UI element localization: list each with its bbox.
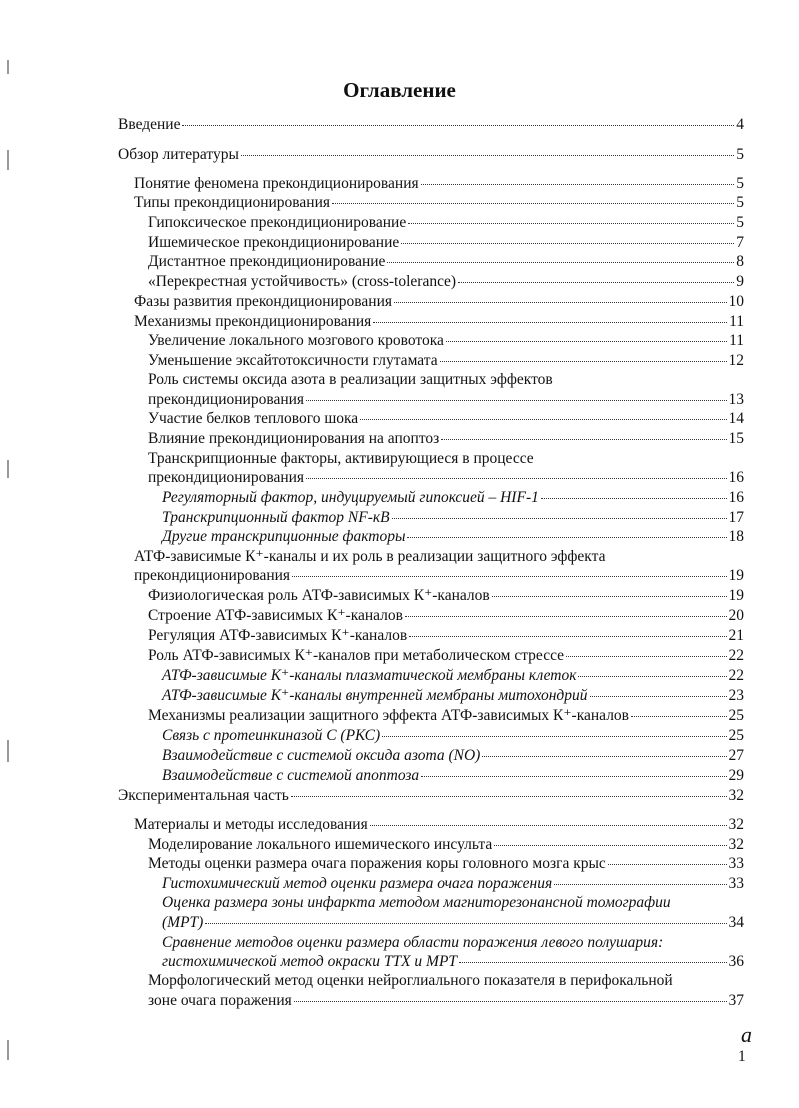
toc-entry-text-line1: Транскрипционные факторы, активирующиеся в процессе bbox=[148, 450, 534, 467]
scan-mark bbox=[7, 60, 9, 74]
toc-entry-page: 16 bbox=[728, 469, 744, 486]
leader-dots bbox=[608, 864, 727, 865]
toc-entry-page: 18 bbox=[728, 528, 744, 545]
toc-entry bbox=[118, 116, 744, 134]
leader-dots bbox=[631, 716, 727, 717]
toc-entry-text: прекондиционирования bbox=[148, 469, 305, 486]
toc-entry-page: 23 bbox=[728, 687, 744, 704]
leader-dots bbox=[408, 223, 734, 224]
toc-entry bbox=[148, 234, 744, 252]
toc-entry-page: 5 bbox=[736, 175, 744, 192]
leader-dots bbox=[578, 676, 726, 677]
toc-entry-text: Материалы и методы исследования bbox=[134, 816, 368, 833]
toc-entry-page: 13 bbox=[728, 391, 744, 408]
toc-entry-text: прекондиционирования bbox=[134, 567, 291, 584]
leader-dots bbox=[294, 1001, 727, 1002]
toc-entry-page: 25 bbox=[728, 707, 744, 724]
toc-entry-text: Понятие феномена прекондиционирования bbox=[134, 175, 419, 192]
toc-entry-text: Регуляторный фактор, индуцируемый гипоксией – HIF-1 bbox=[162, 489, 539, 506]
leader-dots bbox=[373, 322, 727, 323]
toc-entry-page: 34 bbox=[728, 914, 744, 931]
toc-entry bbox=[148, 214, 744, 232]
leader-dots bbox=[482, 756, 726, 757]
toc-entry-page: 12 bbox=[728, 352, 744, 369]
toc-entry bbox=[148, 410, 744, 428]
toc-entry-text-line1: Роль системы оксида азота в реализации защитных эффектов bbox=[148, 371, 553, 388]
toc-entry-page: 19 bbox=[728, 587, 744, 604]
toc-entry-text: «Перекрестная устойчивость» (cross-tolerance) bbox=[148, 273, 456, 290]
toc-entry bbox=[162, 953, 744, 971]
toc-entry-text: Типы прекондиционирования bbox=[134, 194, 330, 211]
leader-dots bbox=[554, 884, 726, 885]
toc-entry bbox=[162, 687, 744, 705]
toc-entry-text: Участие белков теплового шока bbox=[148, 410, 359, 427]
toc-entry-page: 32 bbox=[728, 787, 744, 804]
toc-entry bbox=[118, 146, 744, 164]
toc-entry-page: 5 bbox=[736, 214, 744, 231]
toc-entry bbox=[134, 194, 744, 212]
toc-entry bbox=[162, 767, 744, 785]
toc-entry-text: гистохимической метод окраски ТТХ и МРТ bbox=[162, 953, 458, 970]
toc-entry-page: 10 bbox=[728, 293, 744, 310]
toc-entry-text: Обзор литературы bbox=[118, 146, 239, 163]
toc-entry-page: 14 bbox=[728, 410, 744, 427]
toc-entry bbox=[148, 587, 744, 605]
leader-dots bbox=[541, 498, 727, 499]
toc-entry-text: Моделирование локального ишемического инсульта bbox=[148, 836, 493, 853]
toc-entry-page: 17 bbox=[728, 509, 744, 526]
leader-dots bbox=[441, 439, 726, 440]
toc-entry-text: Роль АТФ-зависимых К⁺-каналов при метаболическом стрессе bbox=[148, 647, 565, 664]
leader-dots bbox=[394, 302, 726, 303]
toc-entry bbox=[162, 489, 744, 507]
toc-entry bbox=[162, 727, 744, 745]
toc-entry-text: Взаимодействие с системой оксида азота (NO) bbox=[162, 747, 481, 764]
toc-entry-text: Связь с протеинкиназой С (РКС) bbox=[162, 727, 381, 744]
toc-entry-text: АТФ-зависимые К⁺-каналы плазматической мембраны клеток bbox=[162, 667, 577, 684]
toc-entry bbox=[148, 836, 744, 854]
toc-entry bbox=[148, 273, 744, 291]
toc-entry-page: 33 bbox=[728, 855, 744, 872]
leader-dots bbox=[494, 845, 726, 846]
toc-entry bbox=[134, 816, 744, 834]
toc-entry-text: Регуляция АТФ-зависимых К⁺-каналов bbox=[148, 627, 408, 644]
toc-entry-page: 33 bbox=[728, 875, 744, 892]
leader-dots bbox=[332, 203, 734, 204]
toc-entry-text: Гипоксическое прекондиционирование bbox=[148, 214, 407, 231]
toc-entry bbox=[134, 293, 744, 311]
leader-dots bbox=[421, 776, 726, 777]
scan-mark bbox=[7, 150, 9, 170]
toc-entry bbox=[148, 627, 744, 645]
leader-dots bbox=[360, 419, 726, 420]
leader-dots bbox=[205, 923, 726, 924]
toc-entry bbox=[134, 567, 744, 585]
toc-entry-text: прекондиционирования bbox=[148, 391, 305, 408]
toc-entry-text: Механизмы реализации защитного эффекта АТФ-зависимых К⁺-каналов bbox=[148, 707, 629, 724]
toc-entry-text: Уменьшение эксайтотоксичности глутамата bbox=[148, 352, 438, 369]
leader-dots bbox=[182, 125, 734, 126]
toc-entry-page: 11 bbox=[729, 332, 744, 349]
toc-entry-page: 11 bbox=[729, 313, 744, 330]
toc-entry bbox=[162, 528, 744, 546]
toc-entry bbox=[148, 253, 744, 271]
toc-entry bbox=[148, 332, 744, 350]
toc-entry-page: 5 bbox=[736, 194, 744, 211]
toc-entry bbox=[162, 914, 744, 932]
leader-dots bbox=[409, 636, 726, 637]
toc-entry-text: Влияние прекондиционирования на апоптоз bbox=[148, 430, 440, 447]
toc-entry bbox=[148, 707, 744, 725]
toc-entry-page: 32 bbox=[728, 836, 744, 853]
toc-entry-text: Увеличение локального мозгового кровотока bbox=[148, 332, 444, 349]
leader-dots bbox=[590, 696, 727, 697]
toc-entry-page: 7 bbox=[736, 234, 744, 251]
leader-dots bbox=[382, 736, 726, 737]
leader-dots bbox=[292, 576, 726, 577]
toc-entry-text: Другие транскрипционные факторы bbox=[162, 528, 406, 545]
leader-dots bbox=[306, 400, 726, 401]
scan-mark bbox=[7, 1040, 9, 1060]
toc-entry bbox=[148, 430, 744, 448]
toc-entry-text: зоне очага поражения bbox=[148, 992, 292, 1009]
toc-entry-page: 32 bbox=[728, 816, 744, 833]
toc-entry-text-line1: Оценка размера зоны инфаркта методом магниторезонансной томографии bbox=[162, 894, 671, 911]
toc-entry-text: Дистантное прекондиционирование bbox=[148, 253, 386, 270]
toc-entry-text: Фазы развития прекондиционирования bbox=[134, 293, 393, 310]
toc-entry-text: (МРТ) bbox=[162, 914, 204, 931]
toc-entry-text: Экспериментальная часть bbox=[118, 787, 289, 804]
toc-entry-page: 21 bbox=[728, 627, 744, 644]
toc-entry-text: Методы оценки размера очага поражения коры головного мозга крыс bbox=[148, 855, 606, 872]
toc-entry-page: 8 bbox=[736, 253, 744, 270]
handwritten-mark: a bbox=[741, 1022, 752, 1047]
toc-entry-text: Строение АТФ-зависимых К⁺-каналов bbox=[148, 607, 403, 624]
leader-dots bbox=[370, 825, 727, 826]
toc-entry-page: 20 bbox=[728, 607, 744, 624]
leader-dots bbox=[387, 262, 734, 263]
toc-entry-page: 9 bbox=[736, 273, 744, 290]
toc-entry-text-line1: Сравнение методов оценки размера области поражения левого полушария: bbox=[162, 934, 664, 951]
toc-entry bbox=[148, 992, 744, 1010]
leader-dots bbox=[459, 962, 726, 963]
toc-entry-page: 37 bbox=[728, 992, 744, 1009]
toc-entry bbox=[134, 175, 744, 193]
leader-dots bbox=[392, 518, 727, 519]
toc-entry bbox=[162, 667, 744, 685]
toc-entry-page: 22 bbox=[728, 667, 744, 684]
leader-dots bbox=[566, 656, 726, 657]
toc-entry-page: 4 bbox=[736, 116, 744, 133]
toc-entry bbox=[148, 855, 744, 873]
toc-entry bbox=[148, 391, 744, 409]
toc-entry-text: Механизмы прекондиционирования bbox=[134, 313, 372, 330]
toc-entry-page: 22 bbox=[728, 647, 744, 664]
leader-dots bbox=[407, 537, 726, 538]
toc-entry-page: 5 bbox=[736, 146, 744, 163]
leader-dots bbox=[306, 478, 726, 479]
toc-entry bbox=[162, 875, 744, 893]
leader-dots bbox=[401, 243, 734, 244]
toc-entry-text: Введение bbox=[118, 116, 181, 133]
leader-dots bbox=[405, 616, 727, 617]
toc-entry bbox=[134, 313, 744, 331]
toc-entry-page: 16 bbox=[728, 489, 744, 506]
toc-entry bbox=[148, 607, 744, 625]
toc-entry-page: 15 bbox=[728, 430, 744, 447]
toc-entry-text: Гистохимический метод оценки размера очага поражения bbox=[162, 875, 553, 892]
toc-entry-page: 19 bbox=[728, 567, 744, 584]
scan-mark bbox=[7, 460, 9, 478]
toc-entry-text: Физиологическая роль АТФ-зависимых К⁺-каналов bbox=[148, 587, 490, 604]
toc-entry-page: 29 bbox=[728, 767, 744, 784]
toc-entry-page: 27 bbox=[728, 747, 744, 764]
toc-entry-page: 36 bbox=[728, 953, 744, 970]
scan-mark bbox=[7, 740, 9, 762]
leader-dots bbox=[421, 184, 735, 185]
toc-entry-text: Ишемическое прекондиционирование bbox=[148, 234, 400, 251]
toc-entry bbox=[148, 647, 744, 665]
toc-entry bbox=[162, 509, 744, 527]
leader-dots bbox=[446, 341, 727, 342]
toc-entry bbox=[162, 747, 744, 765]
leader-dots bbox=[440, 361, 727, 362]
toc-entry bbox=[148, 469, 744, 487]
leader-dots bbox=[458, 282, 734, 283]
toc-entry-text: Взаимодействие с системой апоптоза bbox=[162, 767, 420, 784]
toc-entry-text-line1: АТФ-зависимые К⁺-каналы и их роль в реализации защитного эффекта bbox=[134, 548, 606, 565]
toc-entry-text: Транскрипционный фактор NF-кВ bbox=[162, 509, 390, 526]
toc-entry-page: 25 bbox=[728, 727, 744, 744]
leader-dots bbox=[241, 155, 734, 156]
toc-entry bbox=[118, 787, 744, 805]
toc-entry-text: АТФ-зависимые К⁺-каналы внутренней мембраны митохондрий bbox=[162, 687, 588, 704]
page-title: Оглавление bbox=[343, 78, 456, 102]
page-number: 1 bbox=[738, 1048, 746, 1065]
leader-dots bbox=[492, 596, 727, 597]
leader-dots bbox=[291, 796, 727, 797]
toc-entry bbox=[148, 352, 744, 370]
toc-entry-text-line1: Морфологический метод оценки нейроглиального показателя в перифокальной bbox=[148, 972, 673, 989]
